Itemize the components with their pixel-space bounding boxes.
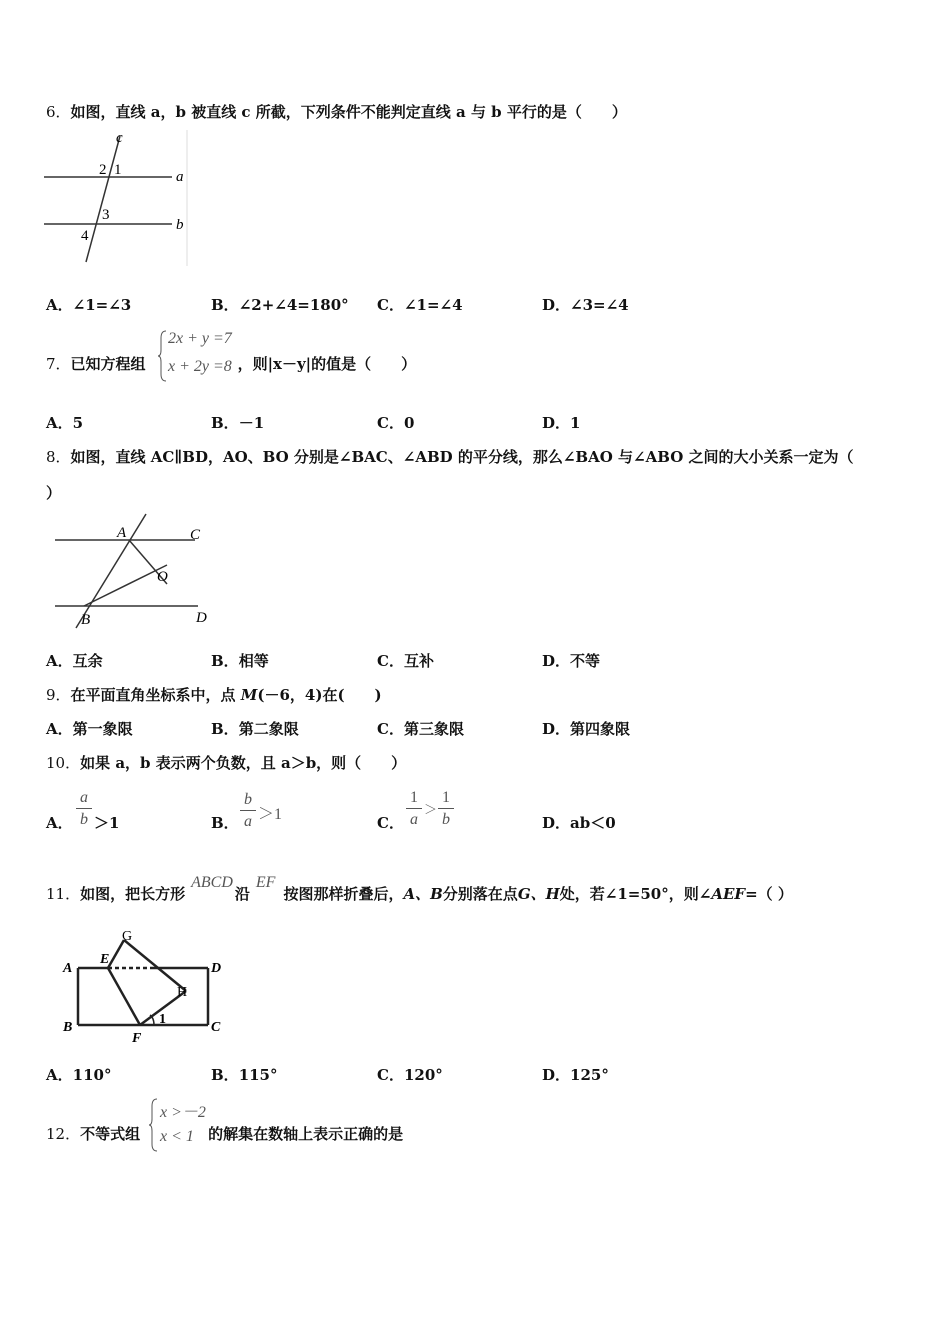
q11-label-d: D <box>211 961 222 976</box>
q8-number: 8． <box>46 448 71 466</box>
q10-option-d-text: ab＜0 <box>570 814 616 832</box>
q10-text: 如果 a，b 表示两个负数，且 a＞b，则（ ） <box>80 754 407 772</box>
q11-option-c-text: 120° <box>403 1066 443 1084</box>
q8-label-d: D <box>196 610 207 626</box>
q12-suffix: 的解集在数轴上表示正确的是 <box>208 1125 404 1143</box>
q6-label-4: 4 <box>81 228 89 244</box>
q7-eq2: x + 2y =8 <box>168 358 232 375</box>
q7-option-c <box>377 413 414 433</box>
q6-option-b <box>211 295 349 315</box>
q9-option-c-letter: C． <box>377 720 404 738</box>
q9-option-d-letter: D． <box>542 720 571 738</box>
q10-option-a-letter: A． <box>46 814 73 832</box>
q8-label-c: C <box>190 527 201 543</box>
q8-text: 如图，直线 AC∥BD，AO、BO 分别是∠BAC、∠ABD 的平分线，那么∠BAO 与∠ABO 之间的大小关系一定为（ <box>70 448 854 466</box>
q9-option-a-letter: A． <box>46 720 73 738</box>
q10-stem <box>46 753 406 773</box>
q11-label-f: F <box>132 1031 142 1046</box>
q7-number: 7． <box>46 355 71 373</box>
q11-stem <box>46 874 793 905</box>
q9-option-b-letter: B． <box>211 720 239 738</box>
q9-option-a-text: 第一象限 <box>72 720 133 738</box>
q8-label-b: B <box>81 612 91 628</box>
q9-option-a <box>46 719 133 739</box>
q10-option-c-den1: a <box>406 808 422 831</box>
q11-option-a <box>46 1065 111 1085</box>
q8-option-c-text: 互补 <box>403 652 434 670</box>
q6-option-d-letter: D． <box>542 296 571 314</box>
q7-option-d-text: 1 <box>570 414 581 432</box>
q8-stem-cont: ） <box>46 484 62 502</box>
q9-point: M <box>240 686 258 704</box>
q10-option-a-den: b <box>76 808 92 831</box>
q10-option-b-den: a <box>240 810 256 833</box>
q7-suffix: ，则|x－y|的值是（ ） <box>237 355 417 373</box>
q8-option-c-letter: C． <box>377 652 404 670</box>
q7-prefix: 已知方程组 <box>70 355 146 373</box>
q9-option-b <box>211 719 299 739</box>
q11-line: EF <box>255 874 276 891</box>
q6-option-b-text: ∠2+∠4=180° <box>238 296 349 314</box>
q11-option-d-text: 125° <box>570 1066 609 1084</box>
q8-option-a-text: 互余 <box>72 652 103 670</box>
q7-option-c-letter: C． <box>377 414 404 432</box>
q8-option-a <box>46 651 103 671</box>
q11-text-f: =（ ） <box>745 885 793 903</box>
q6-option-c <box>377 295 463 315</box>
q6-option-d-text: ∠3=∠4 <box>570 296 629 314</box>
q11-text-d: 分别落在点 <box>442 885 518 903</box>
q7-option-a-text: 5 <box>72 414 84 432</box>
q7-option-c-text: 0 <box>403 414 415 432</box>
q10-option-c-num2: 1 <box>442 789 450 806</box>
q11-label-e: E <box>100 952 110 967</box>
q6-number: 6． <box>46 103 71 121</box>
q9-option-c-text: 第三象限 <box>403 720 464 738</box>
q11-figure <box>60 926 240 1048</box>
q9-option-b-text: 第二象限 <box>238 720 299 738</box>
q11-option-a-text: 110° <box>72 1066 112 1084</box>
q12-prefix: 不等式组 <box>80 1125 141 1143</box>
q10-option-c-num1: 1 <box>410 789 418 806</box>
q6-label-c: c <box>116 130 123 146</box>
q7-option-b-letter: B． <box>211 414 239 432</box>
q6-option-a-text: ∠1=∠3 <box>72 296 132 314</box>
q6-stem <box>46 102 627 122</box>
q8-figure <box>50 508 220 630</box>
q6-figure <box>44 130 190 266</box>
q10-option-a-frac <box>76 788 92 831</box>
q8-option-b <box>211 651 269 671</box>
q11-text-b: 沿 <box>234 885 250 903</box>
q12-ineq1: x >－2 <box>160 1104 206 1121</box>
q6-option-a-letter: A． <box>46 296 73 314</box>
q6-label-2: 2 <box>99 162 107 178</box>
q11-option-d <box>542 1065 609 1085</box>
q11-label-b: B <box>63 1020 73 1035</box>
q10-option-b-tail: ＞1 <box>258 806 283 823</box>
q7-option-b-text: －1 <box>238 414 265 432</box>
q11-label-1: 1 <box>159 1012 166 1027</box>
q11-option-a-letter: A． <box>46 1066 73 1084</box>
q9-text-a: 在平面直角坐标系中，点 <box>70 686 241 704</box>
q8-option-b-letter: B． <box>211 652 239 670</box>
q11-option-d-letter: D． <box>542 1066 571 1084</box>
q8-option-d-text: 不等 <box>570 652 601 670</box>
q10-option-d-letter: D． <box>542 814 571 832</box>
q12-ineq2: x < 1 <box>160 1128 194 1145</box>
q12-brace <box>149 1098 159 1152</box>
q11-gh: G、H <box>517 885 560 903</box>
q10-option-b-frac <box>240 790 256 833</box>
q11-number: 11． <box>46 885 81 903</box>
q8-option-d-letter: D． <box>542 652 571 670</box>
q8-option-a-letter: A． <box>46 652 73 670</box>
q8-label-a: A <box>117 525 127 541</box>
q11-label-h: H <box>177 985 188 1000</box>
q7-option-d <box>542 413 580 433</box>
q9-option-d <box>542 719 630 739</box>
q11-text-a: 如图，把长方形 <box>80 885 186 903</box>
q8-stem <box>46 447 854 467</box>
q11-aef: AEF <box>711 885 746 903</box>
q6-label-1: 1 <box>114 162 122 178</box>
q10-option-b-letter: B． <box>211 814 239 832</box>
q9-text-b: (－6，4)在( ) <box>257 686 382 704</box>
q6-label-b: b <box>176 217 184 233</box>
q7-brace <box>158 330 168 382</box>
q11-text-c: 按图那样折叠后， <box>283 885 404 903</box>
q6-option-d <box>542 295 629 315</box>
q11-option-c <box>377 1065 443 1085</box>
q10-option-a-num: a <box>80 789 88 806</box>
q10-option-c-letter: C． <box>377 814 404 832</box>
q6-text: 如图，直线 a，b 被直线 c 所截，下列条件不能判定直线 a 与 b 平行的是（ ） <box>70 103 627 121</box>
q9-number: 9． <box>46 686 71 704</box>
q8-option-c <box>377 651 434 671</box>
q6-option-c-letter: C． <box>377 296 404 314</box>
q6-option-c-text: ∠1=∠4 <box>403 296 463 314</box>
q6-label-3: 3 <box>102 207 110 223</box>
q7-option-a-letter: A． <box>46 414 73 432</box>
q8-option-b-text: 相等 <box>238 652 269 670</box>
q12-stem <box>46 1124 403 1144</box>
q10-option-c-den2: b <box>438 808 454 831</box>
q8-option-d <box>542 651 600 671</box>
q7-option-a <box>46 413 83 433</box>
q10-option-a-tail: ＞1 <box>94 814 120 832</box>
q10-option-d <box>542 813 616 833</box>
q9-option-c <box>377 719 464 739</box>
q7-option-b <box>211 413 264 433</box>
q11-label-a: A <box>63 961 73 976</box>
q11-points: A、B <box>403 885 443 903</box>
q10-number: 10． <box>46 754 81 772</box>
q12-number: 12． <box>46 1125 81 1143</box>
q11-option-c-letter: C． <box>377 1066 404 1084</box>
q10-option-c-frac1 <box>406 788 422 831</box>
q6-option-a <box>46 295 131 315</box>
q10-option-c-frac2 <box>438 788 454 831</box>
q11-label-c: C <box>211 1020 221 1035</box>
q7-option-d-letter: D． <box>542 414 571 432</box>
q7-eq1: 2x + y =7 <box>168 330 232 347</box>
q11-label-g: G <box>122 929 133 944</box>
q9-option-d-text: 第四象限 <box>570 720 631 738</box>
q10-option-c-op: ＞ <box>424 802 438 817</box>
q11-option-b-text: 115° <box>238 1066 278 1084</box>
q10-option-b-num: b <box>244 791 252 808</box>
q6-option-b-letter: B． <box>211 296 239 314</box>
q11-rect: ABCD <box>191 874 233 891</box>
q8-label-o: O <box>157 569 168 585</box>
q6-label-a: a <box>176 169 184 185</box>
q11-option-b-letter: B． <box>211 1066 239 1084</box>
q11-text-e: 处，若∠1=50°，则∠ <box>559 885 712 903</box>
q9-stem <box>46 685 382 705</box>
q11-option-b <box>211 1065 278 1085</box>
